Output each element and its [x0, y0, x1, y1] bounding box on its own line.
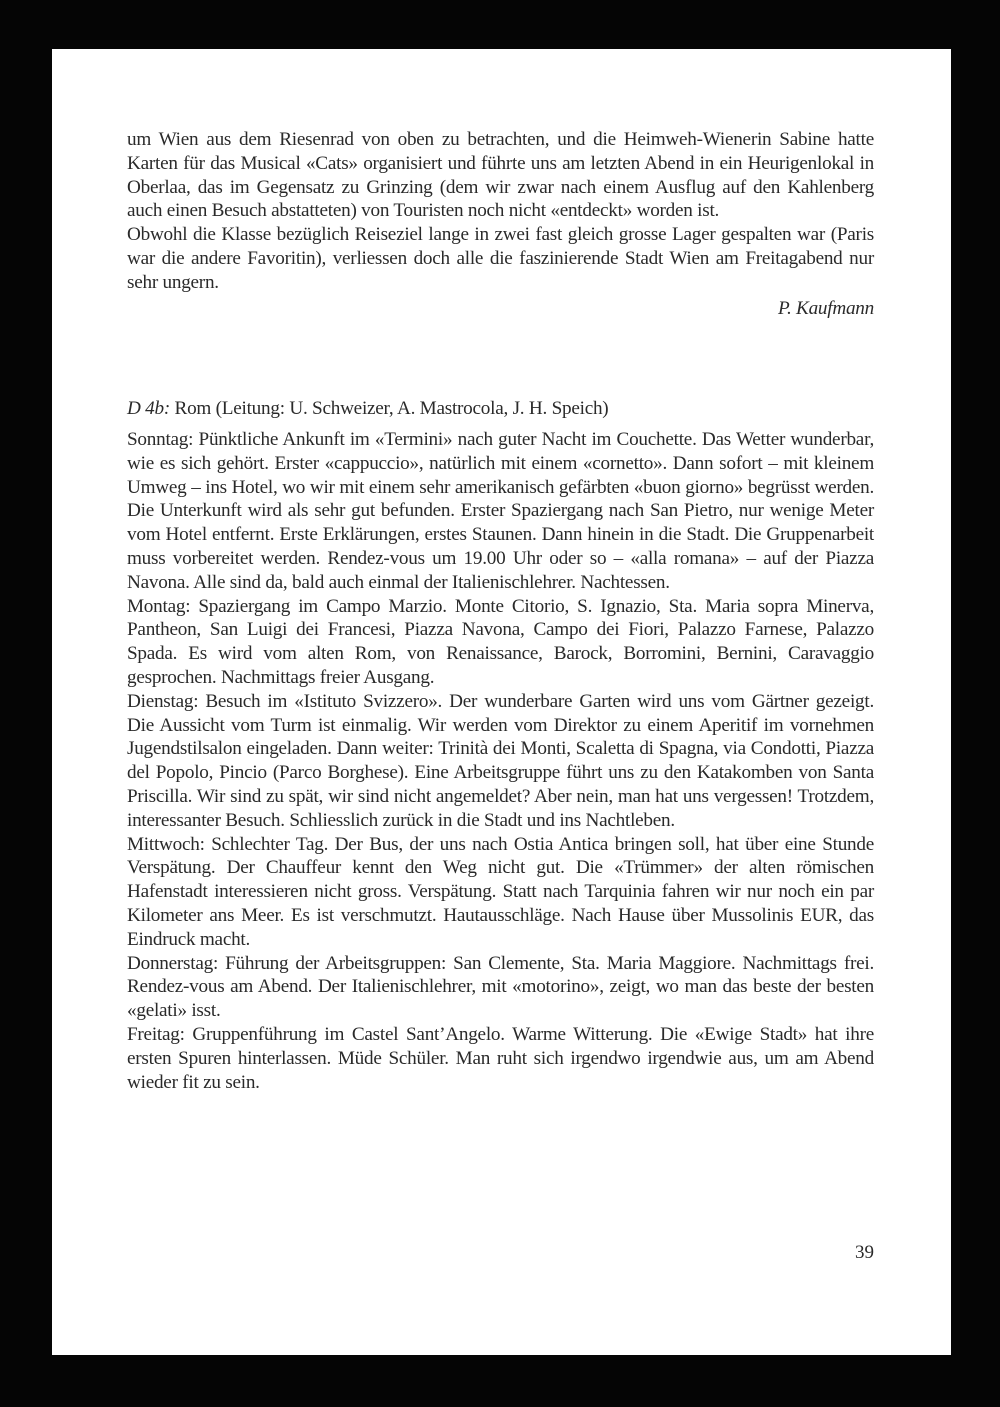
- section-title: Rom (Leitung: U. Schweizer, A. Mastrocola, J. H. Speich): [169, 398, 609, 419]
- day-entry-mittwoch: Mittwoch: Schlechter Tag. Der Bus, der uns nach Ostia Antica bringen soll, hat über eine Stunde Verspätung. Der Chauffeur kennt den Weg nicht gut. Die «Trümmer» der alten römischen Hafenstadt interessieren nicht gross. Verspätung. Statt nach Tarquinia fahren wir nur noch ein par Kilometer ans Meer. Es ist verschmutzt. Hautausschläge. Nach Hause über Mussolinis EUR, das Eindruck macht.: [127, 833, 874, 950]
- day-entry-freitag: Freitag: Gruppenführung im Castel Sant’Angelo. Warme Witterung. Die «Ewige Stadt» hat ihre ersten Spuren hinterlassen. Müde Schüler. Man ruht sich irgendwo irgendwie aus, um am Abend wieder fit zu sein.: [127, 1023, 874, 1093]
- section-heading: [127, 397, 874, 421]
- document-page: [52, 49, 951, 1355]
- wien-paragraph-1: um Wien aus dem Riesenrad von oben zu betrachten, und die Heimweh-Wienerin Sabine hatte Karten für das Musical «Cats» organisiert und führte uns am letzten Abend in ein Heurigenlokal in Oberlaa, das im Gegensatz zu Grinzing (dem wir zwar nach einem Ausflug auf den Kahlenberg auch einen Besuch abstatteten) von Touristen noch nicht «entdeckt» worden ist.: [127, 129, 874, 222]
- day-entry-dienstag: Dienstag: Besuch im «Istituto Svizzero». Der wunderbare Garten wird uns vom Gärtner gezeigt. Die Aussicht vom Turm ist einmalig. Wir werden vom Direktor zu einem Aperitif im vornehmen Jugendstilsalon eingeladen. Dann weiter: Trinità dei Monti, Scaletta di Spagna, via Condotti, Piazza del Popolo, Pincio (Parco Borghese). Eine Arbeitsgruppe führt uns zu den Katakomben von Santa Priscilla. Wir sind zu spät, wir sind nicht angemeldet? Aber nein, man hat uns vergessen! Trotzdem, interessanter Besuch. Schliesslich zurück in die Stadt und ins Nachtleben.: [127, 690, 874, 831]
- rom-day-entries: [127, 428, 874, 1094]
- rom-report-section: [127, 397, 874, 421]
- wien-paragraph-2: Obwohl die Klasse bezüglich Reiseziel lange in zwei fast gleich grosse Lager gespalten war (Paris war die andere Favoritin), verliessen doch alle die faszinierende Stadt Wien am Freitagabend nur sehr ungern.: [127, 224, 874, 293]
- day-entry-sonntag: Sonntag: Pünktliche Ankunft im «Termini» nach guter Nacht im Couchette. Das Wetter wunderbar, wie es sich gehört. Erster «cappuccio», natürlich mit einem «cornetto». Dann sofort – mit kleinem Umweg – ins Hotel, wo wir mit einem sehr amerikanisch gefärbten «buon giorno» begrüsst werden. Die Unterkunft wird als sehr gut befunden. Erster Spaziergang nach San Pietro, nur wenige Meter vom Hotel entfernt. Erste Erklärungen, erstes Staunen. Dann hinein in die Stadt. Die Gruppenarbeit muss vorbereitet werden. Rendez-vous um 19.00 Uhr oder so – «alla romana» – auf der Piazza Navona. Alle sind da, bald auch einmal der Italienischlehrer. Nachtessen.: [127, 429, 874, 593]
- section-code: D 4b:: [127, 398, 170, 419]
- day-entry-donnerstag: Donnerstag: Führung der Arbeitsgruppen: San Clemente, Sta. Maria Maggiore. Nachmittags frei. Rendez-vous am Abend. Der Italienischlehrer, mit «motorino», zeigt, wo man das beste der besten «gelati» isst.: [127, 952, 874, 1022]
- wien-report-section: [127, 128, 874, 320]
- day-entry-montag: Montag: Spaziergang im Campo Marzio. Monte Citorio, S. Ignazio, Sta. Maria sopra Minerva, Pantheon, San Luigi dei Francesi, Piazza Navona, Campo dei Fiori, Palazzo Farnese, Palazzo Spada. Es wird vom alten Rom, von Renaissance, Barock, Borromini, Bernini, Caravaggio gesprochen. Nachmittags freier Ausgang.: [127, 595, 874, 688]
- author-signature: P. Kaufmann: [777, 297, 874, 319]
- page-number: 39: [855, 1242, 874, 1263]
